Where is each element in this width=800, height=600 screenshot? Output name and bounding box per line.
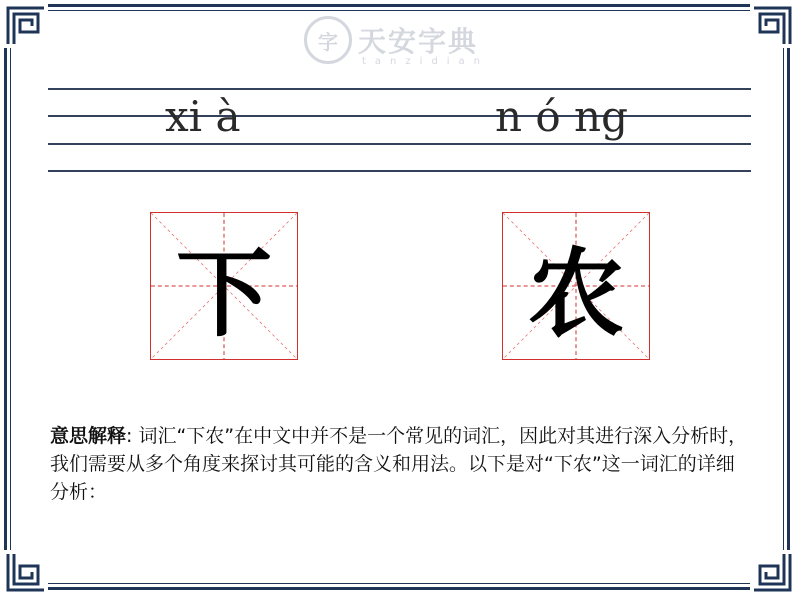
character-grid-first: [150, 212, 298, 360]
meaning-label: 意思解释: [50, 425, 127, 447]
corner-ornament-top-right: [750, 4, 794, 48]
corner-ornament-top-left: [4, 4, 48, 48]
character-grid-second: [502, 212, 650, 360]
character-first: 下: [176, 237, 272, 350]
meaning-separator: :: [126, 425, 139, 447]
corner-ornament-bottom-right: [750, 550, 794, 594]
meaning-paragraph: [50, 422, 750, 506]
character-second: 农: [528, 237, 624, 350]
corner-ornament-bottom-left: [4, 550, 48, 594]
pinyin-second: n ó ng: [495, 92, 628, 141]
pinyin-first: xi à: [165, 92, 241, 141]
logo-name: 天安字典: [358, 25, 479, 58]
meaning-text: 词汇“下农”在中文中并不是一个常见的词汇，因此对其进行深入分析时，我们需要从多个角度来探讨其可能的含义和用法。以下是对“下农”这一词汇的详细分析：: [50, 425, 748, 503]
logo-subtitle: tanzidian: [362, 56, 490, 67]
logo-seal-icon: 字: [304, 16, 352, 64]
watermark-logo: [300, 14, 500, 72]
pinyin-ruled-lines: [48, 88, 751, 172]
